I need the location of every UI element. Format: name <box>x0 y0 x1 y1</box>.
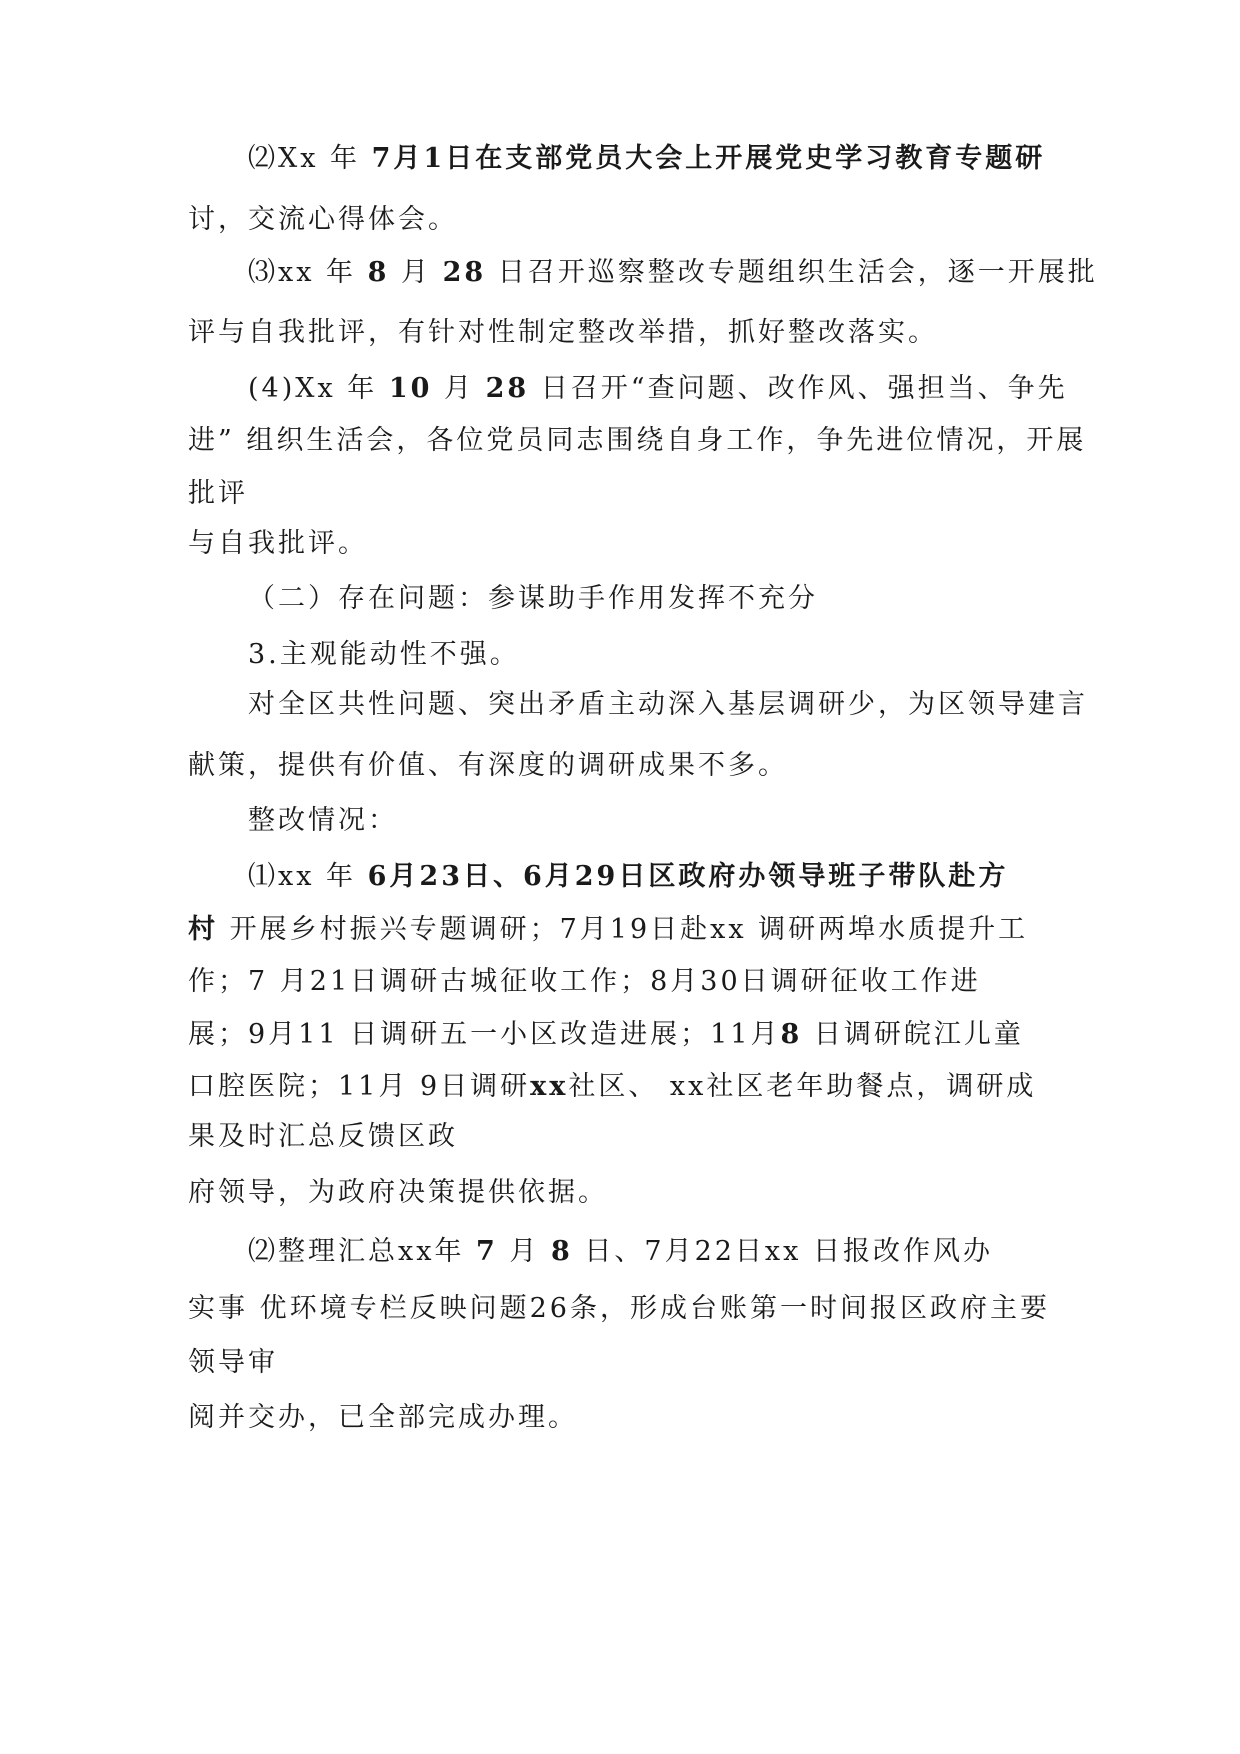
text-span: 日调研皖江儿童 <box>802 1019 1024 1050</box>
text-line <box>248 142 1045 176</box>
text-line: 果及时汇总反馈区政 <box>188 1121 458 1152</box>
bold-span: 8 <box>367 257 390 288</box>
text-line <box>248 372 1068 406</box>
bold-span: 8 <box>780 1019 803 1050</box>
text-span: 社区、 xx社区老年助餐点，调研成 <box>568 1071 1037 1102</box>
text-line: 整改情况： <box>248 805 398 836</box>
text-span: ⑶xx 年 <box>248 257 368 288</box>
text-span: 口腔医院；11月 9日调研 <box>188 1071 531 1102</box>
text-line <box>188 1018 1024 1052</box>
bold-span: 7月1日在支部党员大会上开展党史学习教育专题研 <box>371 143 1046 174</box>
bold-span: 10 <box>388 373 433 404</box>
bold-span: 6月23日、6月29日区政府办领导班子带队赴方 <box>367 861 1009 892</box>
text-span: 日召开巡察整改专题组织生活会，逐一开展批 <box>486 257 1098 288</box>
text-line: 作；7 月21日调研古城征收工作；8月30日调研征收工作进 <box>188 966 981 997</box>
text-line: 与自我批评。 <box>188 528 368 559</box>
text-line <box>248 1235 993 1269</box>
bold-span: 28 <box>485 373 530 404</box>
bold-span: 28 <box>442 257 487 288</box>
text-span: 日、7月22日xx 日报改作风办 <box>572 1236 993 1267</box>
text-line: 献策，提供有价值、有深度的调研成果不多。 <box>188 750 788 781</box>
text-span: 展；9月11 日调研五一小区改造进展；11月 <box>188 1019 781 1050</box>
bold-span: xx <box>530 1071 569 1102</box>
text-line: 讨，交流心得体会。 <box>188 204 458 235</box>
text-span: ⑴xx 年 <box>248 861 368 892</box>
text-line: 府领导，为政府决策提供依据。 <box>188 1177 608 1208</box>
text-span: 月 <box>389 257 443 288</box>
text-line: 评与自我批评，有针对性制定整改举措，抓好整改落实。 <box>188 317 938 348</box>
text-line <box>248 860 1008 894</box>
text-span: (4)Xx 年 <box>248 373 389 404</box>
text-line: 阅并交办，已全部完成办理。 <box>188 1402 578 1433</box>
text-span: 日召开“查问题、改作风、强担当、争先 <box>529 373 1068 404</box>
text-line <box>188 1070 1036 1104</box>
section-heading: （二）存在问题：参谋助手作用发挥不充分 <box>248 583 818 614</box>
text-span: 月 <box>497 1236 552 1267</box>
bold-span: 7 <box>476 1236 498 1267</box>
text-line: 3.主观能动性不强。 <box>248 639 520 670</box>
text-line: 批评 <box>188 478 248 509</box>
text-line: 进” 组织生活会，各位党员同志围绕自身工作，争先进位情况，开展 <box>188 425 1087 456</box>
text-line: 对全区共性问题、突出矛盾主动深入基层调研少，为区领导建言 <box>248 689 1088 720</box>
text-span: ⑵整理汇总xx年 <box>248 1236 477 1267</box>
text-span: ⑵Xx 年 <box>248 143 372 174</box>
text-line <box>188 913 1028 947</box>
text-line <box>248 256 1098 290</box>
text-line: 实事 优环境专栏反映问题26条，形成台账第一时间报区政府主要 <box>188 1293 1050 1324</box>
text-span: 月 <box>432 373 486 404</box>
bold-span: 村 <box>188 914 218 945</box>
text-span: 开展乡村振兴专题调研；7月19日赴xx 调研两埠水质提升工 <box>218 914 1029 945</box>
bold-span: 8 <box>551 1236 573 1267</box>
text-line: 领导审 <box>188 1347 278 1378</box>
